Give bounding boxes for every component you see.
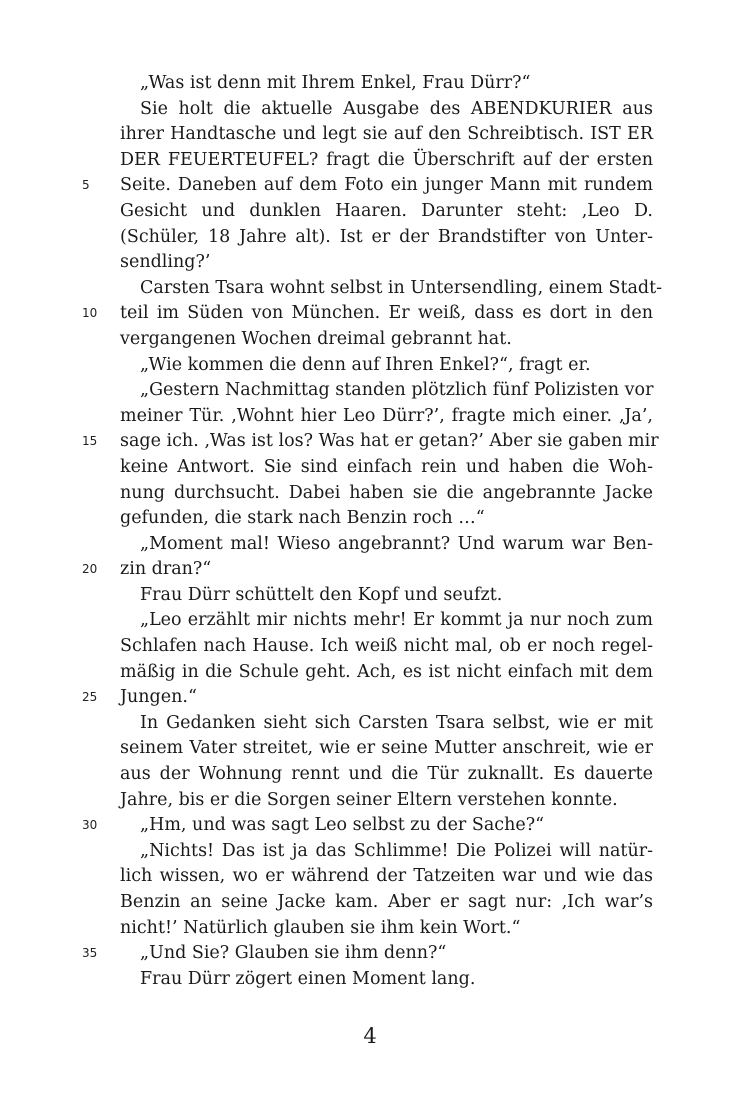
text-line-content: Gesicht und dunklen Haaren. Darunter steht: ‚Leo D.	[120, 200, 653, 221]
text-line	[120, 225, 653, 251]
text-line	[82, 301, 653, 327]
text-line-content: lich wissen, wo er während der Tatzeiten war und wie das	[120, 866, 653, 887]
text-line-content: seinem Vater streitet, wie er seine Mutter anschreit, wie er	[120, 738, 653, 759]
text-line	[120, 916, 653, 942]
text-line-content: In Gedanken sieht sich Carsten Tsara selbst, wie er mit	[140, 712, 653, 733]
line-number: 25	[82, 690, 98, 705]
text-line-content: „Moment mal! Wieso angebrannt? Und warum war Ben-	[140, 533, 653, 554]
text-line-content: nicht!’ Natürlich glauben sie ihm kein Wort.“	[120, 917, 521, 938]
text-line	[120, 532, 653, 558]
text-line	[120, 455, 653, 481]
text-line	[120, 97, 653, 123]
text-line-content: sendling?’	[120, 252, 211, 273]
text-line-content: DER FEUERTEUFEL? fragt die Überschrift auf der ersten	[120, 149, 653, 170]
text-line-content: mäßig in die Schule geht. Ach, es ist nicht einfach mit dem	[120, 661, 653, 682]
text-line-content: Jahre, bis er die Sorgen seiner Eltern verstehen konnte.	[120, 789, 618, 810]
text-line	[120, 890, 653, 916]
line-number: 5	[82, 178, 90, 193]
text-line	[120, 864, 653, 890]
text-line	[120, 839, 653, 865]
text-line	[120, 199, 653, 225]
text-line-content: Carsten Tsara wohnt selbst in Untersendling, einem Stadt-	[140, 277, 663, 298]
text-line	[120, 506, 653, 532]
text-line	[120, 660, 653, 686]
line-number: 10	[82, 306, 98, 321]
body-text	[82, 71, 663, 992]
text-line	[120, 353, 653, 379]
text-line-content: gefunden, die stark nach Benzin roch …“	[120, 508, 485, 529]
text-line	[120, 122, 653, 148]
text-line-content: keine Antwort. Sie sind einfach rein und haben die Woh-	[120, 456, 653, 477]
text-line	[82, 685, 653, 711]
text-line-content: Frau Dürr schüttelt den Kopf und seufzt.	[140, 584, 503, 605]
text-line-content: „Leo erzählt mir nichts mehr! Er kommt ja nur noch zum	[140, 610, 653, 631]
text-line	[82, 813, 653, 839]
text-line	[120, 788, 653, 814]
text-line-content: Frau Dürr zögert einen Moment lang.	[140, 968, 476, 989]
text-line-content: Schlafen nach Hause. Ich weiß nicht mal, ob er noch regel-	[120, 636, 653, 657]
text-line	[120, 736, 653, 762]
text-line	[82, 173, 653, 199]
text-line-content: „Gestern Nachmittag standen plötzlich fünf Polizisten vor	[140, 380, 654, 401]
text-line	[120, 967, 653, 993]
text-line	[120, 634, 653, 660]
text-line	[120, 378, 653, 404]
text-line	[120, 711, 653, 737]
text-line-content: „Hm, und was sagt Leo selbst zu der Sache?“	[140, 815, 545, 836]
text-line-content: meiner Tür. ‚Wohnt hier Leo Dürr?’, fragte mich einer. ‚Ja’,	[120, 405, 653, 426]
text-line	[120, 762, 653, 788]
text-line	[120, 327, 653, 353]
line-number: 15	[82, 434, 98, 449]
text-line-content: Benzin an seine Jacke kam. Aber er sagt nur: ‚Ich war’s	[120, 892, 653, 912]
text-line-content: zin dran?“	[120, 559, 212, 580]
text-line-content: „Und Sie? Glauben sie ihm denn?“	[140, 943, 447, 964]
text-line	[82, 557, 653, 583]
text-line-content: Jungen.“	[120, 687, 197, 708]
text-line-content: „Nichts! Das ist ja das Schlimme! Die Polizei will natür-	[140, 840, 653, 861]
text-line-content: nung durchsucht. Dabei haben sie die angebrannte Jacke	[120, 482, 653, 503]
text-line	[120, 481, 653, 507]
text-line-content: teil im Süden von München. Er weiß, dass es dort in den	[120, 303, 653, 324]
text-line-content: sage ich. ‚Was ist los? Was hat er getan?’ Aber sie gaben mir	[120, 431, 659, 452]
line-number: 30	[82, 818, 98, 833]
line-number: 35	[82, 946, 98, 961]
text-line-content: Seite. Daneben auf dem Foto ein junger Mann mit rundem	[120, 175, 653, 196]
text-line	[120, 404, 653, 430]
line-number: 20	[82, 562, 98, 577]
page-number: 4	[363, 1024, 377, 1048]
text-line	[120, 148, 653, 174]
text-line-content: ihrer Handtasche und legt sie auf den Schreibtisch. IST ER	[120, 124, 653, 145]
text-line	[82, 429, 659, 455]
text-line	[120, 608, 653, 634]
text-line-content: vergangenen Wochen dreimal gebrannt hat.	[120, 328, 512, 349]
text-line-content: Sie holt die aktuelle Ausgabe des ABENDKURIER aus	[140, 98, 653, 119]
text-line	[120, 583, 653, 609]
text-line-content: aus der Wohnung rennt und die Tür zuknallt. Es dauerte	[120, 764, 653, 785]
text-line-content: „Wie kommen die denn auf Ihren Enkel?“, fragt er.	[140, 354, 591, 375]
text-line	[120, 71, 653, 97]
text-line	[120, 276, 663, 302]
text-line	[82, 941, 653, 967]
text-line-content: (Schüler, 18 Jahre alt). Ist er der Brandstifter von Unter-	[120, 226, 653, 247]
text-line	[120, 250, 653, 276]
text-line-content: „Was ist denn mit Ihrem Enkel, Frau Dürr?“	[140, 73, 531, 93]
